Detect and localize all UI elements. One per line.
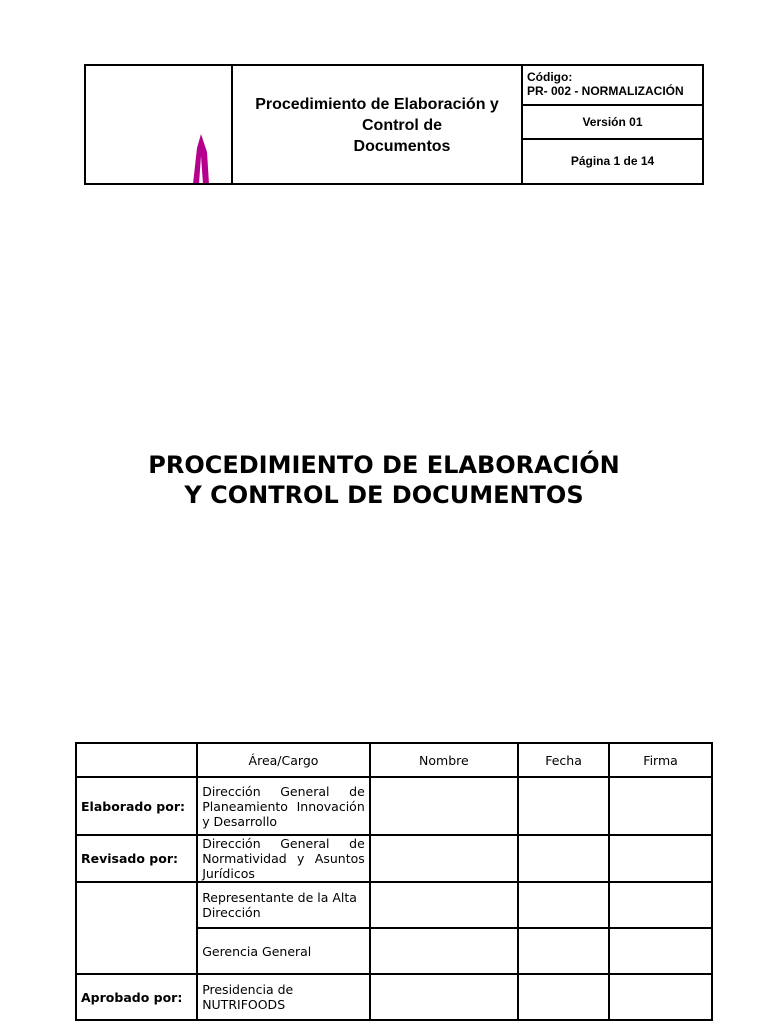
area-cell: Gerencia General <box>197 928 370 974</box>
title-line-1: Procedimiento de Elaboración y <box>255 96 499 113</box>
document-title <box>233 66 523 183</box>
signature-cell <box>609 777 712 835</box>
document-code <box>523 66 702 106</box>
area-cell: Dirección General de Planeamiento Innovación y Desarrollo <box>197 777 370 835</box>
table-row <box>76 777 712 835</box>
table-row <box>76 974 712 1020</box>
page-number: Página 1 de 14 <box>570 154 655 168</box>
name-cell <box>370 882 518 928</box>
title-line-3: Documentos <box>353 138 451 155</box>
header-role <box>76 743 197 777</box>
table-row <box>76 882 712 928</box>
signature-cell <box>609 882 712 928</box>
area-cell: Representante de la Alta Dirección <box>197 882 370 928</box>
code-label: Código: <box>527 70 573 84</box>
logo-cell <box>86 66 233 183</box>
table-header-row <box>76 743 712 777</box>
header-area: Área/Cargo <box>197 743 370 777</box>
header-name: Nombre <box>370 743 518 777</box>
signature-cell <box>609 974 712 1020</box>
area-cell: Presidencia de NUTRIFOODS <box>197 974 370 1020</box>
name-cell <box>370 928 518 974</box>
name-cell <box>370 835 518 882</box>
code-value: PR- 002 - NORMALIZACIÓN <box>527 84 684 98</box>
document-header <box>84 64 704 185</box>
document-version: Versión 01 <box>523 106 702 140</box>
document-info <box>523 66 702 183</box>
name-cell <box>370 777 518 835</box>
date-cell <box>518 928 609 974</box>
role-cell: Aprobado por: <box>76 974 197 1020</box>
date-cell <box>518 882 609 928</box>
name-cell <box>370 974 518 1020</box>
main-title-line-1: PROCEDIMIENTO DE ELABORACIÓN <box>148 451 620 479</box>
approval-table <box>75 742 713 1021</box>
role-cell: Elaborado por: <box>76 777 197 835</box>
date-cell <box>518 835 609 882</box>
role-cell <box>76 882 197 974</box>
title-line-2: Control de <box>362 117 442 134</box>
date-cell <box>518 777 609 835</box>
signature-cell <box>609 928 712 974</box>
table-row <box>76 835 712 882</box>
header-date: Fecha <box>518 743 609 777</box>
date-cell <box>518 974 609 1020</box>
main-title <box>0 450 768 510</box>
brand-logo-icon <box>181 132 221 183</box>
signature-cell <box>609 835 712 882</box>
main-title-line-2: Y CONTROL DE DOCUMENTOS <box>184 481 584 509</box>
role-cell: Revisado por: <box>76 835 197 882</box>
header-signature: Firma <box>609 743 712 777</box>
area-cell: Dirección General de Normatividad y Asuntos Jurídicos <box>197 835 370 882</box>
